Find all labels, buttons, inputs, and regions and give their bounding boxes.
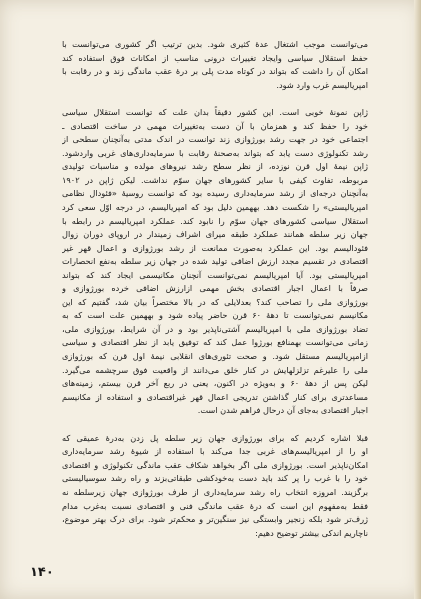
text-line: او را از امپریالیسم‌های غربی جدا می‌کند با استفاده از شیوهٔ رشد سرمایه‌داری bbox=[62, 446, 368, 457]
text-line: مساعدتری برای کنار گذاشتن تدریجی اعمال قهر غیراقتصادی و استفاده از مکانیسم bbox=[62, 391, 368, 402]
page-binding-shadow bbox=[414, 0, 421, 599]
text-line: امپریالیستی بود. آیا امپریالیسم نمی‌توانست آنچنان مکانیسمی ایجاد کند که بتواند bbox=[62, 269, 368, 280]
text-block bbox=[62, 38, 368, 540]
text-line: ژاپن نیمهٔ اول قرن نوزده، از نظر سطح رشد نیروهای مولده و مناسبات تولیدی bbox=[62, 161, 368, 172]
paragraph-2 bbox=[62, 106, 368, 418]
text-line: مربوطه، تفاوت کیفی با سایر کشورهای جهان سوّم نداشت. لیکن ژاپن در ۱۹۰۲ bbox=[62, 174, 368, 185]
text-line: اقتصادی در تقسیم مجدد ارزش اضافی تولید شده در جهان زیر سلطه به‌نفع انحصارات bbox=[62, 256, 368, 267]
text-line: امکان آن را داشت که بتواند در کوتاه مدت پلی بر درهٔ عقب ماندگی زند و در رقابت با bbox=[62, 66, 368, 77]
text-line: می‌توانست موجب اشتغال عدهٔ کثیری شود. بدین ترتیب اگر کشوری می‌توانست با bbox=[62, 39, 368, 49]
text-line: امپریالیسم غرب وارد شود. bbox=[276, 79, 368, 90]
text-line: رشد تکنولوژی دست یابد که بتواند به‌صحنهٔ رقابت با سرمایه‌داری‌های غربی واردشود. bbox=[62, 147, 368, 158]
text-line: برگزیند. امروزه انتخاب راه رشد سرمایه‌داری از طرف بورژوازی جهان زیرسلطه نه bbox=[62, 486, 368, 497]
paragraph-1 bbox=[62, 38, 368, 92]
text-line: ژاپن نمونهٔ خوبی است. این کشور دقیقاً بدان علت که توانست استقلال سیاسی bbox=[62, 107, 368, 118]
text-line: حفظ استقلال سیاسی وایجاد تغییرات درونی مناسب از امکانات فوق استفاده کند bbox=[62, 52, 368, 63]
paragraph-gap bbox=[62, 418, 368, 432]
text-line: فقط به‌مفهوم این است که درهٔ عقب ماندگی فنی و اقتصادی نسبت به‌غرب مدام bbox=[62, 500, 368, 511]
text-line: لیکن پس از دههٔ ۶۰ و به‌ویژه در اکنون، یعنی در ربع آخر قرن بیستم، زمینه‌های bbox=[62, 378, 368, 389]
paragraph-gap bbox=[62, 92, 368, 106]
text-line: به‌آنچنان درجه‌ای از رشد سرمایه‌داری رسیده بود که توانست روسیهٔ «فئودال نظامی bbox=[62, 188, 368, 199]
text-line: ناچاریم اندکی بیشتر توضیح دهیم: bbox=[255, 527, 368, 538]
text-line: فئودالیسم بود. این عملکرد به‌صورت ممانعت از رشد بورژوازی و اعمال قهر غیر bbox=[62, 242, 368, 253]
text-line: ازامپریالیسم مستقل شود. و صحت تئوری‌های انقلابی نیمهٔ اول قرن که بورژوازی bbox=[62, 351, 368, 362]
text-line: خود را حفظ کند و همزمان با آن دست به‌تغییرات مهمی در ساخت اقتصادی ـ bbox=[62, 120, 368, 131]
page-number: ۱۴۰ bbox=[30, 565, 54, 580]
text-line: ژرف‌تر شود بلکه زنجیر وابستگی نیز سنگین‌تر و محکم‌تر شود. برای درک بهتر موضوع، bbox=[62, 514, 368, 525]
text-line: قبلا اشاره کردیم که برای بورژوازی جهان زیر سلطه پل زدن به‌درهٔ عمیقی که bbox=[62, 432, 368, 443]
text-line: امپریالیستی» را شکست دهد. بههمین دلیل بود که امپریالیسم، در درجه اوّل سعی کرد bbox=[62, 202, 368, 213]
text-line: اجبار اقتصادی به‌جای آن درحال فراهم شدن است. bbox=[197, 405, 368, 416]
text-line: ملی را علیرغم تزلزلهایش در کنار خلق می‌دانند از واقعیت فوق سرچشمه می‌گیرد. bbox=[62, 364, 368, 375]
text-line: امکان‌ناپذیر است. بورژوازی ملی اگر بخواهد شکاف عقب ماندگی تکنولوژی و اقتصادی bbox=[62, 459, 368, 470]
text-line: صرفاً با اعمال اجبار اقتصادی بخش مهمی ازارزش اضافی خرده بورژوازی و bbox=[62, 283, 368, 294]
text-line: مکانیسم نمی‌توانست تا دههٔ ۶۰ قرن حاضر پیاده شود و بههمین علت است که به‌ bbox=[62, 310, 368, 321]
text-line: تضاد بورژوازی ملی با امپریالیسم آشتی‌ناپذیر بود و در آن شرایط، بورژوازی ملی، bbox=[62, 323, 368, 334]
text-line: خود را با غرب را پر کند باید دست به‌خودکشی طبقاتی‌بزند و راه رشد سوسیالیستی bbox=[62, 473, 368, 484]
paragraph-3 bbox=[62, 432, 368, 540]
text-line: بورژوازی ملی را تصاحب کند؟ بعدلایلی که در بالا مختصراً بیان شد، گفتیم که این bbox=[62, 296, 368, 307]
text-line: جهان زیر سلطه همانند عملکرد طبقه میرای اشراف زمیندار در اروپای دوران زوال bbox=[62, 229, 368, 240]
text-line: اجتماعی خود در جهت رشد بورژوازی زند توانست در اندک مدتی به‌آنچنان سطحی از bbox=[62, 134, 368, 145]
text-line: زمانی می‌توانست بهمنافع بورژوا عمل کند که توفیق یابد از نظر اقتصادی و سیاسی bbox=[62, 337, 368, 348]
text-line: استقلال سیاسی کشورهای جهان سوّم را نابود کند. عملکرد امپریالیسم در رابطه با bbox=[62, 215, 368, 226]
